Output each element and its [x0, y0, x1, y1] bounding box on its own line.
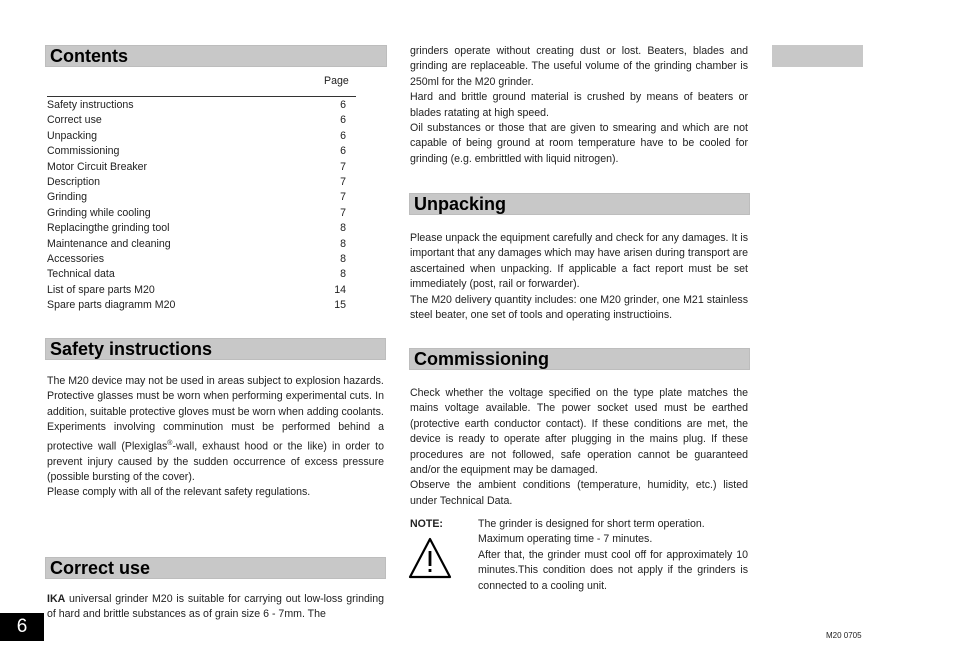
- toc-entry-label: Safety instructions: [47, 99, 134, 111]
- toc-entry: [47, 175, 356, 190]
- toc-entry-label: Maintenance and cleaning: [47, 237, 171, 250]
- side-tab-box: [772, 45, 863, 67]
- safety-title: Safety instructions: [50, 339, 213, 359]
- toc-entry-page: 14: [334, 283, 346, 296]
- toc-entry-label: Replacingthe grinding tool: [47, 222, 170, 235]
- safety-p2: Protective glasses must be worn when performing experimental cuts. In addition, suitable protective gloves must be worn when adding coolants.: [47, 390, 384, 418]
- unpacking-text: [410, 231, 748, 323]
- toc-entry-page: 7: [340, 160, 346, 173]
- contents-heading-bar: [45, 45, 387, 67]
- toc-entry-page: 6: [340, 129, 346, 142]
- toc-entry: [47, 190, 356, 205]
- toc-entry-page: 8: [340, 253, 346, 266]
- toc-entry: [47, 206, 356, 221]
- contents-title: Contents: [50, 46, 128, 66]
- toc-entry-page: 8: [340, 237, 346, 250]
- toc-entry: [47, 129, 356, 144]
- continued-p2: Hard and brittle ground material is crushed by means of beaters or blades ratating at high speed.: [410, 91, 748, 119]
- toc-entry-page: 15: [334, 299, 346, 312]
- toc-entry: [47, 98, 356, 113]
- unpacking-heading-bar: [409, 193, 750, 215]
- toc-entry-page: 6: [340, 145, 346, 158]
- unpacking-p1: Please unpack the equipment carefully and check for any damages. It is important that any damages which may have arisen during transport are ascertained when unpacking. If applicable a fact report must be set immediately (post, rail or forwarder).: [410, 232, 748, 291]
- note-label: NOTE:: [410, 518, 443, 530]
- note-line-3: After that, the grinder must cool off for approximately 10 minutes.This condition does not apply if the grinders is connected to a cooling unit.: [478, 548, 748, 592]
- toc-entry: [47, 267, 356, 282]
- toc-entry-label: Grinding while cooling: [47, 206, 151, 219]
- commissioning-text: [410, 386, 748, 509]
- safety-heading-bar: [45, 338, 386, 360]
- safety-p3: [47, 420, 384, 485]
- toc-entry-page: 7: [340, 176, 346, 189]
- toc-entry-label: Technical data: [47, 268, 115, 281]
- toc-entry-page: 7: [340, 191, 346, 204]
- correct-use-heading-bar: [45, 557, 386, 579]
- toc-entry-label: Unpacking: [47, 129, 98, 142]
- toc-entry-label: Spare parts diagramm M20: [47, 299, 176, 312]
- toc-entry: [47, 237, 356, 252]
- correct-use-body: universal grinder M20 is suitable for carrying out low-loss grinding of hard and brittle substances as of grain size 6 - 7mm. The: [47, 593, 384, 621]
- footer-code: M20 0705: [826, 631, 862, 640]
- unpacking-p2: The M20 delivery quantity includes: one M20 grinder, one M21 stainless steel beater, one set of tools and operating instructioins.: [410, 293, 748, 322]
- continued-p1: grinders operate without creating dust or lost. Beaters, blades and grinding are replaceable. The useful volume of the grinding chamber is 250ml for the M20 grinder.: [410, 45, 748, 88]
- toc-entry: [47, 298, 356, 313]
- toc-entry: [47, 144, 356, 159]
- commissioning-heading-bar: [409, 348, 750, 370]
- warning-icon: [408, 537, 452, 579]
- toc-rule: [47, 96, 356, 97]
- toc-entry-label: Description: [47, 176, 100, 189]
- unpacking-title: Unpacking: [414, 194, 507, 214]
- page-number: 6: [0, 613, 44, 641]
- toc-page-label: Page: [324, 75, 349, 87]
- note-line-1: The grinder is designed for short term operation.: [478, 518, 705, 530]
- continued-p3: Oil substances or those that are given to smearing and which are not capable of being ground at room temperature have to be cooled for grinding (e.g. embrittled with liquid nitrogen).: [410, 122, 748, 165]
- continued-text: [410, 44, 748, 167]
- toc-entry-label: Commissioning: [47, 145, 120, 158]
- note-text: [478, 517, 748, 594]
- toc-entry: [47, 113, 356, 128]
- safety-p3a: Experiments involving comminution must be performed behind a protective wall (Plexiglas: [47, 421, 384, 453]
- toc-entry-label: List of spare parts M20: [47, 283, 155, 296]
- safety-p4: Please comply with all of the relevant safety regulations.: [47, 486, 311, 499]
- correct-use-text: [47, 592, 384, 623]
- toc-entry-label: Grinding: [47, 191, 88, 204]
- toc-entry-page: 8: [340, 222, 346, 235]
- note-line-2: Maximum operating time - 7 minutes.: [478, 533, 653, 546]
- commissioning-p2: Observe the ambient conditions (temperature, humidity, etc.) listed under Technical Data.: [410, 479, 748, 507]
- toc-entry-label: Correct use: [47, 114, 102, 127]
- toc-entry-label: Accessories: [47, 253, 105, 266]
- toc-entry: [47, 252, 356, 267]
- table-of-contents: [47, 96, 356, 314]
- toc-entry-page: 8: [340, 268, 346, 281]
- toc-entry: [47, 221, 356, 236]
- commissioning-p1: Check whether the voltage specified on the type plate matches the mains voltage available. The power socket used must be earthed (protective earth conductor contact). If these conditions are met, the device is ready to operate after plugging in the mains plug. If these procedures are not followed, safe operation cannot be guaranteed and/or the equipment may be damaged.: [410, 387, 748, 477]
- safety-text: [47, 374, 384, 501]
- correct-use-title: Correct use: [50, 558, 151, 578]
- toc-entry: [47, 283, 356, 298]
- toc-entry-page: 6: [340, 114, 346, 127]
- toc-entry-label: Motor Circuit Breaker: [47, 160, 148, 173]
- toc-entry-page: 7: [340, 206, 346, 219]
- safety-p3b: -wall, exhaust hood or the like) in order to prevent injury caused by the sudden occurrence of excess pressure (possible bursting of the cover).: [47, 440, 384, 483]
- safety-p1: The M20 device may not be used in areas subject to explosion hazards.: [47, 375, 384, 387]
- ika-brand: IKA: [47, 593, 66, 605]
- toc-entry: [47, 160, 356, 175]
- toc-entry-page: 6: [340, 99, 346, 111]
- registered-mark: ®: [167, 439, 173, 447]
- commissioning-title: Commissioning: [414, 349, 550, 369]
